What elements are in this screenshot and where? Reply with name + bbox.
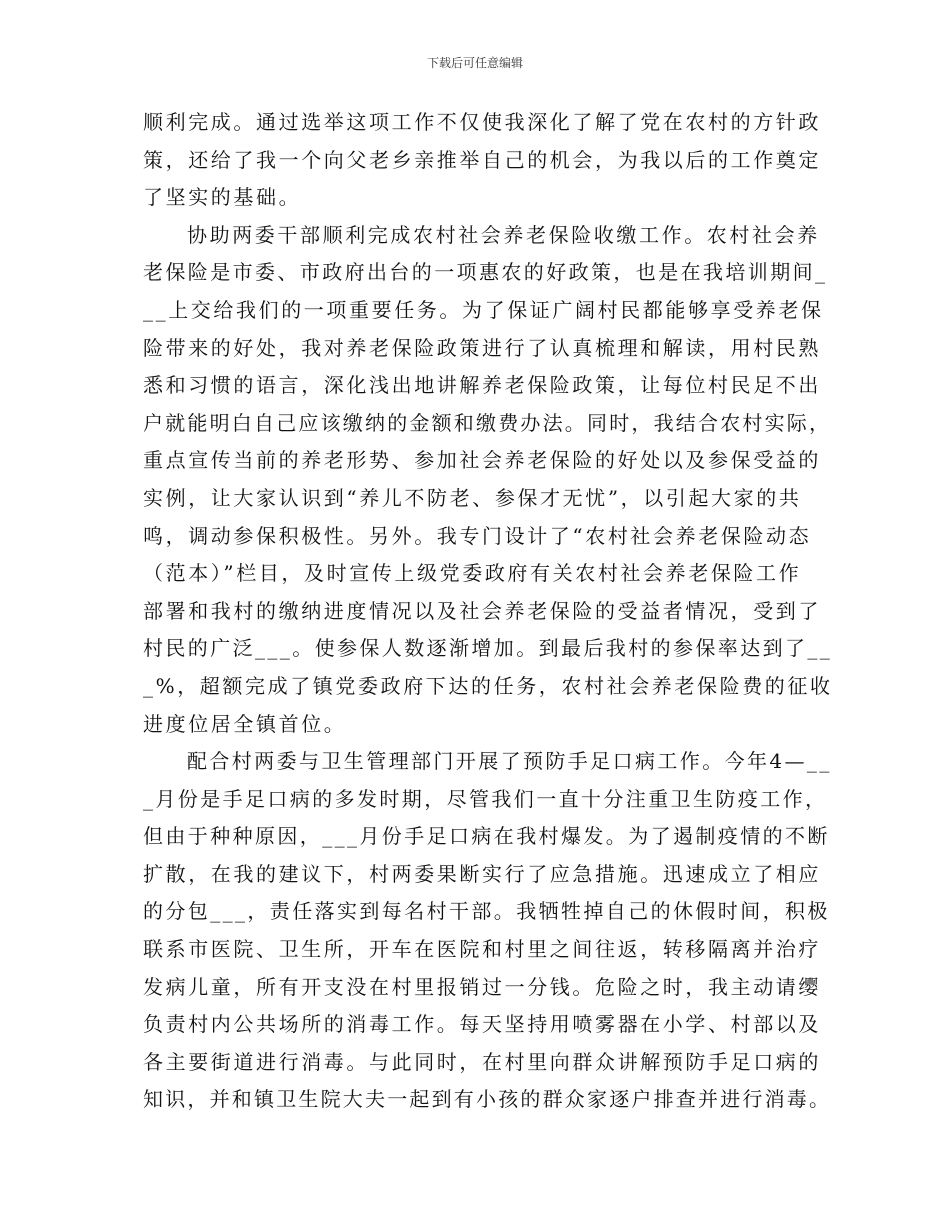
- document-body: [143, 104, 833, 1119]
- text-line: 悉和习惯的语言，深化浅出地讲解养老保险政策，让每位村民足不出: [143, 373, 821, 398]
- text-line: 险带来的好处，我对养老保险政策进行了认真梳理和解读，用村民熟: [143, 335, 821, 360]
- text-line: __上交给我们的一项重要任务。为了保证广阔村民都能够享受养老保: [143, 297, 824, 322]
- text-line: 村民的广泛___。使参保人数逐渐增加。到最后我村的参保率达到了__: [143, 636, 833, 661]
- text-line: 但由于种种原因，___月份手足口病在我村爆发。为了遏制疫情的不断: [143, 824, 830, 849]
- text-line: 联系市医院、卫生所，开车在医院和村里之间往返，转移隔离并治疗: [143, 937, 821, 962]
- text-line: 实例，让大家认识到“养儿不防老、参保才无忧”，以引起大家的共: [143, 485, 802, 510]
- text-line: 了坚实的基础。: [143, 185, 302, 210]
- text-line: （范本）”栏目，及时宣传上级党委政府有关农村社会养老保险工作: [143, 561, 802, 586]
- text-line: 扩散，在我的建议下，村两委果断实行了应急措施。迅速成立了相应: [143, 861, 821, 886]
- text-line: 各主要街道进行消毒。与此同时，在村里向群众讲解预防手足口病的: [143, 1049, 821, 1074]
- text-line: 的分包___，责任落实到每名村干部。我牺牲掉自己的休假时间，积极: [143, 899, 830, 924]
- text-line: _%，超额完成了镇党委政府下达的任务，农村社会养老保险费的征收: [143, 673, 833, 698]
- text-line: 重点宣传当前的养老形势、参加社会养老保险的好处以及参保受益的: [143, 448, 821, 473]
- text-line: 户就能明白自己应该缴纳的金额和缴费办法。同时，我结合农村实际，: [143, 410, 832, 435]
- text-line: 配合村两委与卫生管理部门开展了预防手足口病工作。今年4—__: [187, 749, 832, 774]
- text-line: 负责村内公共场所的消毒工作。每天坚持用喷雾器在小学、村部以及: [143, 1012, 821, 1037]
- text-line: 部署和我村的缴纳进度情况以及社会养老保险的受益者情况，受到了: [143, 598, 821, 623]
- text-line: 鸣，调动参保积极性。另外。我专门设计了“农村社会养老保险动态: [143, 523, 812, 548]
- text-line: 策，还给了我一个向父老乡亲推举自己的机会，为我以后的工作奠定: [143, 147, 821, 172]
- page-header: 下载后可任意编辑: [426, 56, 523, 70]
- text-line: 协助两委干部顺利完成农村社会养老保险收缴工作。农村社会养: [187, 222, 820, 247]
- text-line: 顺利完成。通过选举这项工作不仅使我深化了解了党在农村的方针政: [143, 110, 821, 134]
- text-line: 进度位居全镇首位。: [143, 711, 347, 736]
- text-line: _月份是手足口病的多发时期，尽管我们一直十分注重卫生防疫工作，: [143, 786, 828, 811]
- text-line: 知识，并和镇卫生院大夫一起到有小孩的群众家逐户排查并进行消毒。: [143, 1087, 832, 1112]
- text-line: 老保险是市委、市政府出台的一项惠农的好政策，也是在我培训期间_: [143, 260, 828, 285]
- text-line: 发病儿童，所有开支没在村里报销过一分钱。危险之时，我主动请缨: [143, 974, 821, 999]
